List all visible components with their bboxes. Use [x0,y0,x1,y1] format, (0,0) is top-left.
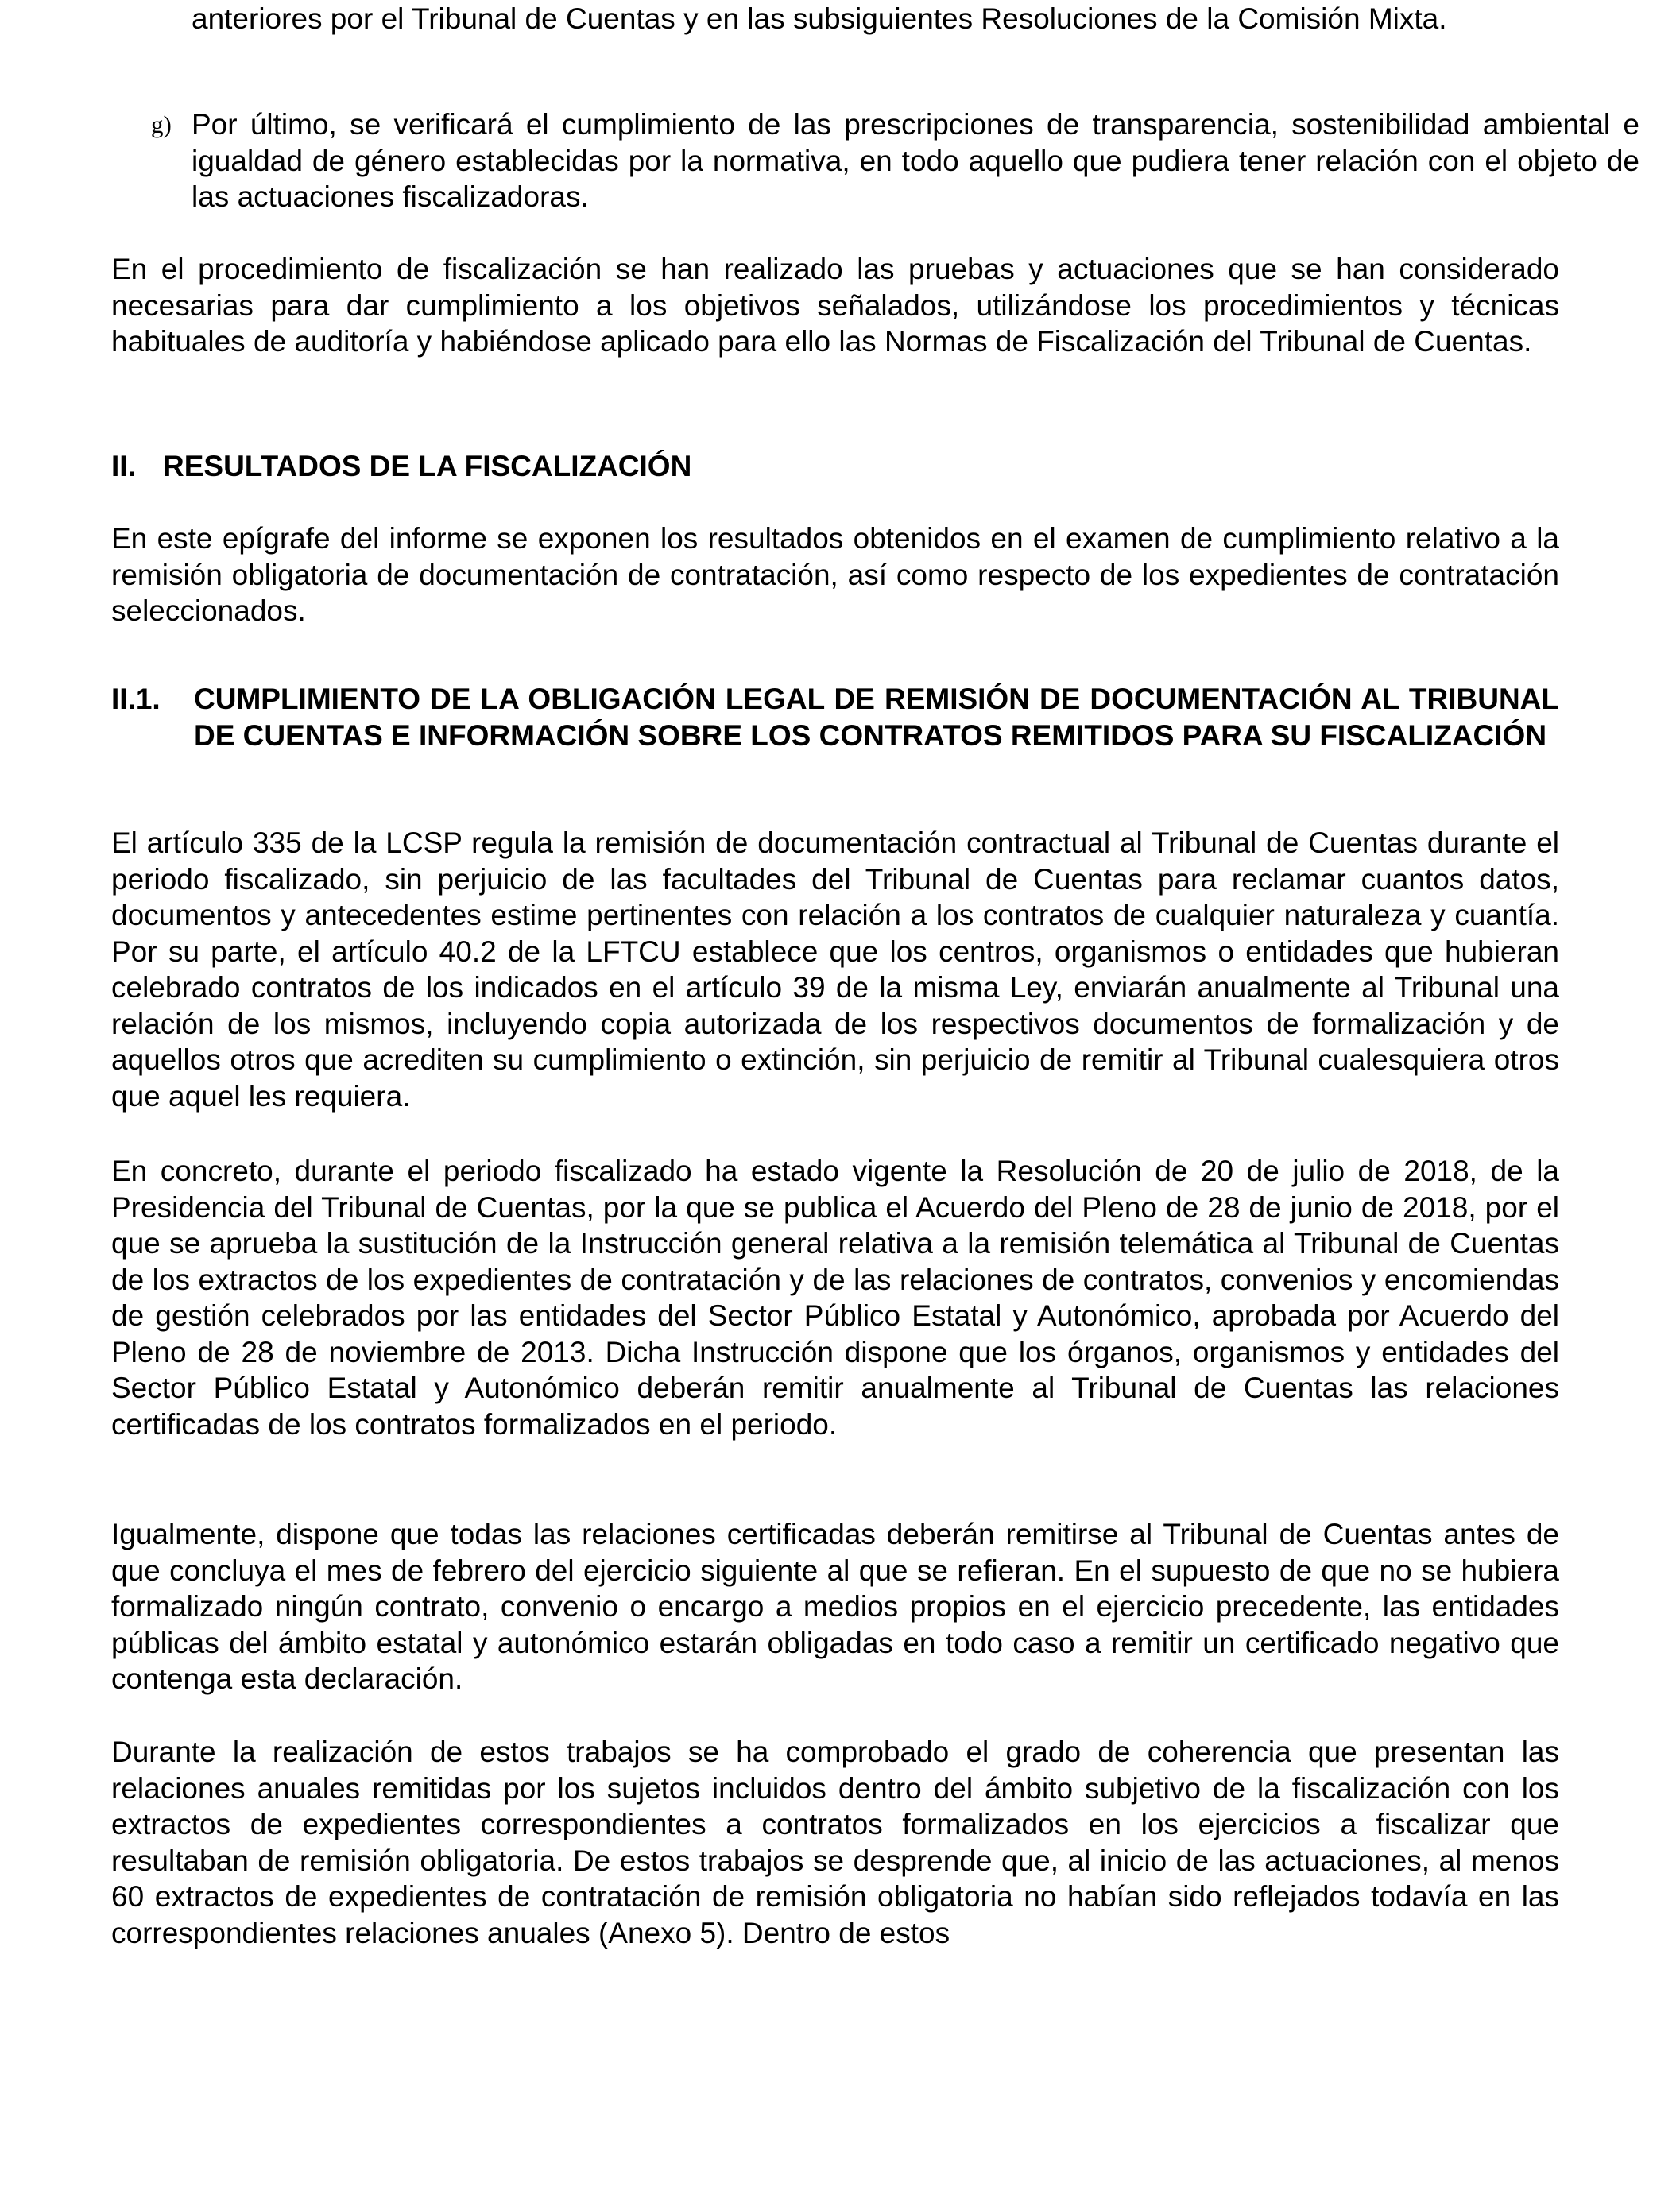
paragraph-coherence: Durante la realización de estos trabajos se ha comprobado el grado de coherencia que presentan las relaciones anuales remitidas por los sujetos incluidos dentro del ámbito subjetivo de la fiscalización con los extractos de expedientes correspondientes a contratos formalizados en los ejercicios a fiscalizar que resultaban de remisión obligatoria. De estos trabajos se desprende que, al inicio de las actuaciones, al menos 60 extractos de expedientes de contratación de remisión obligatoria no habían sido reflejados todavía en las correspondientes relaciones anuales (Anexo 5). Dentro de estos [111,1736,1559,1949]
list-marker: g) [151,110,172,138]
section-number: II. [111,450,136,482]
section-title: RESULTADOS DE LA FISCALIZACIÓN [163,450,692,482]
paragraph-article-335: El artículo 335 de la LCSP regula la remisión de documentación contractual al Tribunal de Cuentas durante el periodo fiscalizado, sin perjuicio de las facultades del Tribunal de Cuentas para reclamar cuantos datos, documentos y antecedentes estime pertinentes con relación a los contratos de cualquier naturaleza y cuantía. Por su parte, el artículo 40.2 de la LFTCU establece que los centros, organismos o entidades que hubieran celebrado contratos de los indicados en el artículo 39 de la misma Ley, enviarán anualmente al Tribunal una relación de los mismos, incluyendo copia autorizada de los respectivos documentos de formalización y de aquellos otros que acrediten su cumplimiento o extinción, sin perjuicio de remitir al Tribunal cualesquiera otros que aquel les requiera. [111,826,1559,1113]
section-title: CUMPLIMIENTO DE LA OBLIGACIÓN LEGAL DE REMISIÓN DE DOCUMENTACIÓN AL TRIBUNAL DE CUENTAS E INFORMACIÓN SOBRE LOS CONTRATOS REMITIDOS PARA SU FISCALIZACIÓN [194,683,1559,752]
list-item-previous [111,1,1639,37]
list-item-text: anteriores por el Tribunal de Cuentas y en las subsiguientes Resoluciones de la Comisión Mixta. [192,2,1447,35]
section-number: II.1. [111,683,161,715]
section-heading-ii [111,448,1559,485]
paragraph-deadline: Igualmente, dispone que todas las relaciones certificadas deberán remitirse al Tribunal de Cuentas antes de que concluya el mes de febrero del ejercicio siguiente al que se refieran. En el supuesto de que no se hubiera formalizado ningún contrato, convenio o encargo a medios propios en el ejercicio precedente, las entidades públicas del ámbito estatal y autonómico estarán obligadas en todo caso a remitir un certificado negativo que contenga esta declaración. [111,1518,1559,1695]
paragraph-procedure: En el procedimiento de fiscalización se han realizado las pruebas y actuaciones que se han considerado necesarias para dar cumplimiento a los objetivos señalados, utilizándose los procedimientos y técnicas habituales de auditoría y habiéndose aplicado para ello las Normas de Fiscalización del Tribunal de Cuentas. [111,253,1559,358]
paragraph-results-intro: En este epígrafe del informe se exponen los resultados obtenidos en el examen de cumplimiento relativo a la remisión obligatoria de documentación de contratación, así como respecto de los expedientes de contratación seleccionados. [111,522,1559,627]
list-item-g [111,106,1639,215]
list-item-text: Por último, se verificará el cumplimiento de las prescripciones de transparencia, sostenibilidad ambiental e igualdad de género establecidas por la normativa, en todo aquello que pudiera tener relación con el objeto de las actuaciones fiscalizadoras. [192,108,1639,213]
section-heading-ii-1 [111,681,1559,753]
paragraph-resolution: En concreto, durante el periodo fiscalizado ha estado vigente la Resolución de 20 de julio de 2018, de la Presidencia del Tribunal de Cuentas, por la que se publica el Acuerdo del Pleno de 28 de junio de 2018, por el que se aprueba la sustitución de la Instrucción general relativa a la remisión telemática al Tribunal de Cuentas de los extractos de los expedientes de contratación y de las relaciones de contratos, convenios y encomiendas de gestión celebrados por las entidades del Sector Público Estatal y Autonómico, aprobada por Acuerdo del Pleno de 28 de noviembre de 2013. Dicha Instrucción dispone que los órganos, organismos y entidades del Sector Público Estatal y Autonómico deberán remitir anualmente al Tribunal de Cuentas las relaciones certificadas de los contratos formalizados en el periodo. [111,1155,1559,1441]
